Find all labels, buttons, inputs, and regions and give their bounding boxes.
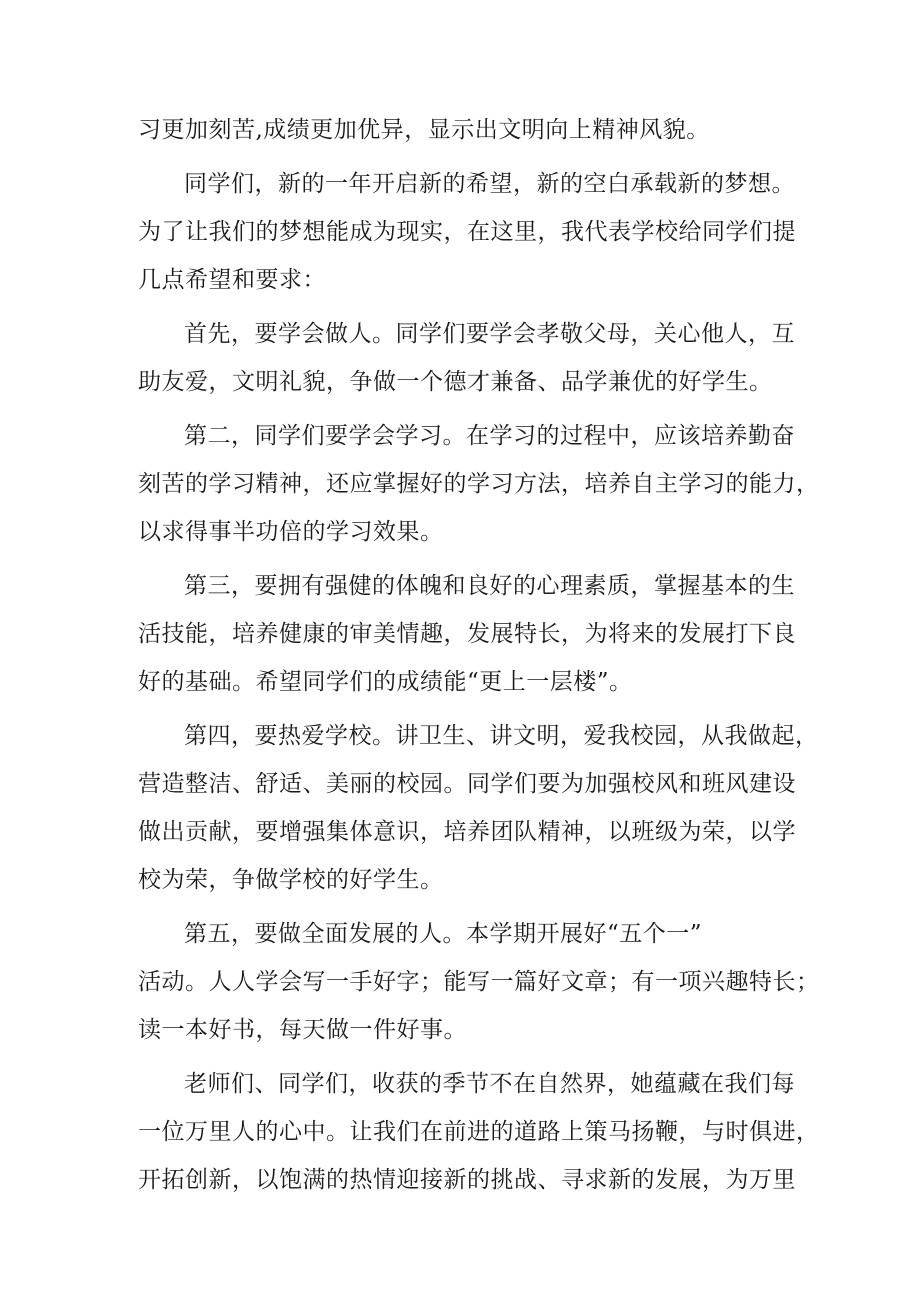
paragraph-third-point — [138, 562, 798, 706]
text-line: 以求得事半功倍的学习效果。 — [138, 519, 444, 545]
text-line: 活动。人人学会写一手好字；能写一篇好文章；有一项兴趣特长； — [138, 969, 820, 995]
text-line: 第五，要做全面发展的人。本学期开展好“五个一” — [184, 921, 703, 947]
text-line: 活技能，培养健康的审美情趣，发展特长，为将来的发展打下良 — [138, 621, 796, 647]
text-line: 第二，同学们要学会学习。在学习的过程中，应该培养勤奋 — [184, 423, 795, 449]
paragraph-closing — [138, 1060, 820, 1204]
text-line: 习更加刻苦,成绩更加优异，显示出文明向上精神风貌。 — [138, 117, 710, 143]
text-line: 助友爱，文明礼貌，争做一个德才兼备、品学兼优的好学生。 — [138, 369, 773, 395]
paragraph-fourth-point — [138, 712, 819, 904]
paragraph-fifth-point — [138, 910, 820, 1054]
text-line: 第三，要拥有强健的体魄和良好的心理素质，掌握基本的生 — [184, 573, 795, 599]
paragraph-second-point — [138, 412, 820, 556]
document-body — [138, 106, 820, 1210]
text-line: 读一本好书，每天做一件好事。 — [138, 1017, 467, 1043]
paragraph-new-year-hope — [138, 160, 798, 304]
paragraph-continuation — [138, 106, 798, 154]
text-line: 几点希望和要求： — [138, 267, 326, 293]
text-line: 首先，要学会做人。同学们要学会孝敬父母，关心他人，互 — [184, 321, 795, 347]
text-line: 老师们、同学们，收获的季节不在自然界，她蕴藏在我们每 — [184, 1071, 795, 1097]
text-line: 一位万里人的心中。让我们在前进的道路上策马扬鞭，与时俱进， — [138, 1119, 820, 1145]
text-line: 校为荣，争做学校的好学生。 — [138, 867, 444, 893]
text-line: 同学们，新的一年开启新的希望，新的空白承载新的梦想。 — [184, 171, 795, 197]
text-line: 第四，要热爱学校。讲卫生、讲文明，爱我校园，从我做起， — [184, 723, 819, 749]
text-line: 好的基础。希望同学们的成绩能“更上一层楼”。 — [138, 669, 633, 695]
text-line: 刻苦的学习精神，还应掌握好的学习方法，培养自主学习的能力， — [138, 471, 820, 497]
text-line: 开拓创新，以饱满的热情迎接新的挑战、寻求新的发展，为万里 — [138, 1167, 796, 1193]
paragraph-first-point — [138, 310, 798, 406]
text-line: 为了让我们的梦想能成为现实，在这里，我代表学校给同学们提 — [138, 219, 796, 245]
text-line: 营造整洁、舒适、美丽的校园。同学们要为加强校风和班风建设 — [138, 771, 796, 797]
text-line: 做出贡献，要增强集体意识，培养团队精神，以班级为荣，以学 — [138, 819, 796, 845]
